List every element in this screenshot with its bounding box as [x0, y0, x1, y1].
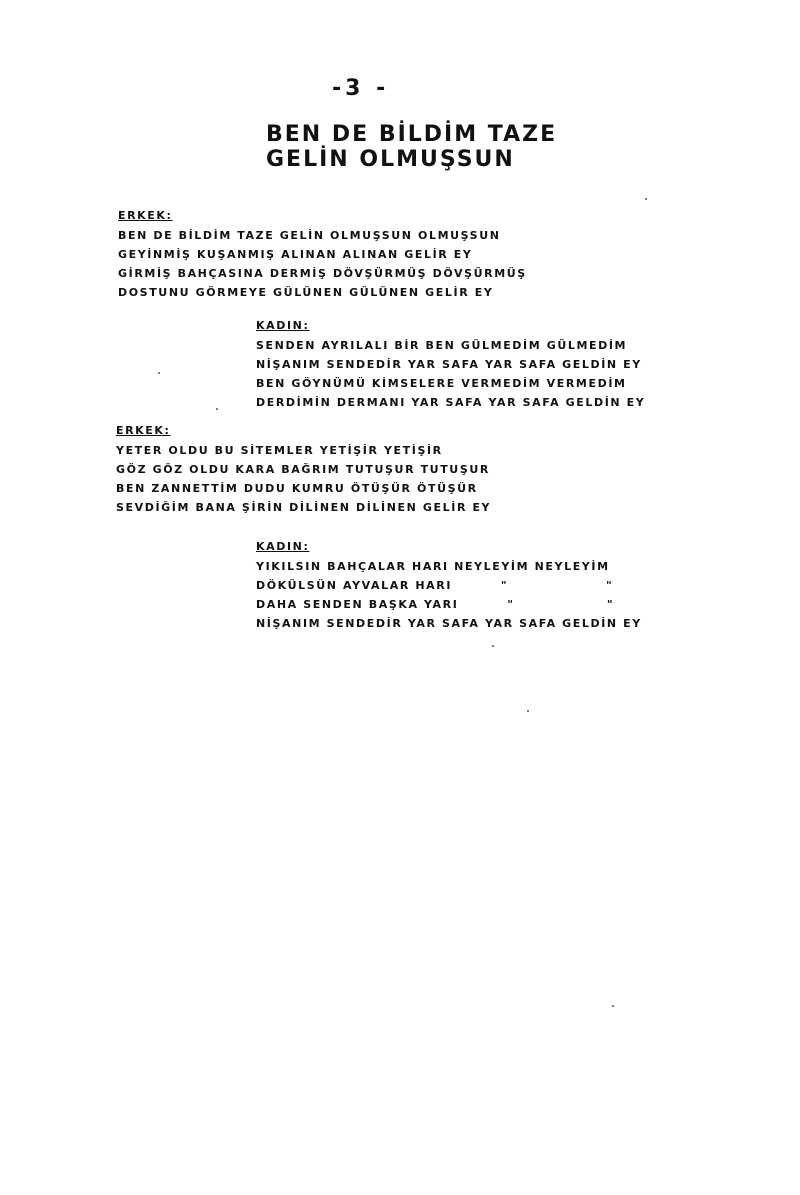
speaker-label: ERKEK: — [116, 424, 171, 437]
page-title-line-2: GELİN OLMUŞSUN — [266, 147, 515, 172]
verse-line: GİRMİŞ BAHÇASINA DERMİŞ DÖVŞÜRMÜŞ DÖVŞÜRMÜŞ — [118, 267, 527, 280]
verse-kadin-2 — [256, 537, 642, 633]
verse-line: DÖKÜLSÜN AYVALAR HARI " " — [256, 579, 614, 592]
scan-speck — [158, 372, 160, 374]
scan-speck — [645, 198, 647, 200]
scan-speck — [492, 645, 494, 647]
verse-line: NİŞANIM SENDEDİR YAR SAFA YAR SAFA GELDİN EY — [256, 358, 642, 371]
verse-erkek-2 — [116, 421, 491, 517]
verse-line: BEN ZANNETTİM DUDU KUMRU ÖTÜŞÜR ÖTÜŞÜR — [116, 482, 478, 495]
verse-line: BEN DE BİLDİM TAZE GELİN OLMUŞSUN OLMUŞSUN — [118, 229, 501, 242]
speaker-label: ERKEK: — [118, 209, 173, 222]
verse-line: GÖZ GÖZ OLDU KARA BAĞRIM TUTUŞUR TUTUŞUR — [116, 463, 490, 476]
verse-line: BEN GÖYNÜMÜ KİMSELERE VERMEDİM VERMEDİM — [256, 377, 627, 390]
verse-line: YIKILSIN BAHÇALAR HARI NEYLEYİM NEYLEYİM — [256, 560, 610, 573]
verse-line: SEVDİĞİM BANA ŞİRİN DİLİNEN DİLİNEN GELİR EY — [116, 501, 492, 514]
verse-line: YETER OLDU BU SİTEMLER YETİŞİR YETİŞİR — [116, 444, 443, 457]
speaker-label: KADIN: — [256, 540, 310, 553]
page-number: -3 - — [332, 76, 390, 101]
verse-line: DERDİMİN DERMANI YAR SAFA YAR SAFA GELDİN EY — [256, 396, 646, 409]
verse-kadin-1 — [256, 316, 645, 412]
verse-line: DAHA SENDEN BAŞKA YARI " " — [256, 598, 615, 611]
verse-line: NİŞANIM SENDEDİR YAR SAFA YAR SAFA GELDİN EY — [256, 617, 642, 630]
scan-speck — [216, 408, 218, 410]
scan-speck — [612, 1005, 614, 1007]
scan-speck — [527, 710, 529, 712]
verse-line: GEYİNMİŞ KUŞANMIŞ ALINAN ALINAN GELİR EY — [118, 248, 473, 261]
page-title-line-1: BEN DE BİLDİM TAZE — [266, 122, 558, 147]
verse-line: SENDEN AYRILALI BİR BEN GÜLMEDİM GÜLMEDİM — [256, 339, 628, 352]
verse-line: DOSTUNU GÖRMEYE GÜLÜNEN GÜLÜNEN GELİR EY — [118, 286, 494, 299]
speaker-label: KADIN: — [256, 319, 310, 332]
verse-erkek-1 — [118, 206, 527, 302]
